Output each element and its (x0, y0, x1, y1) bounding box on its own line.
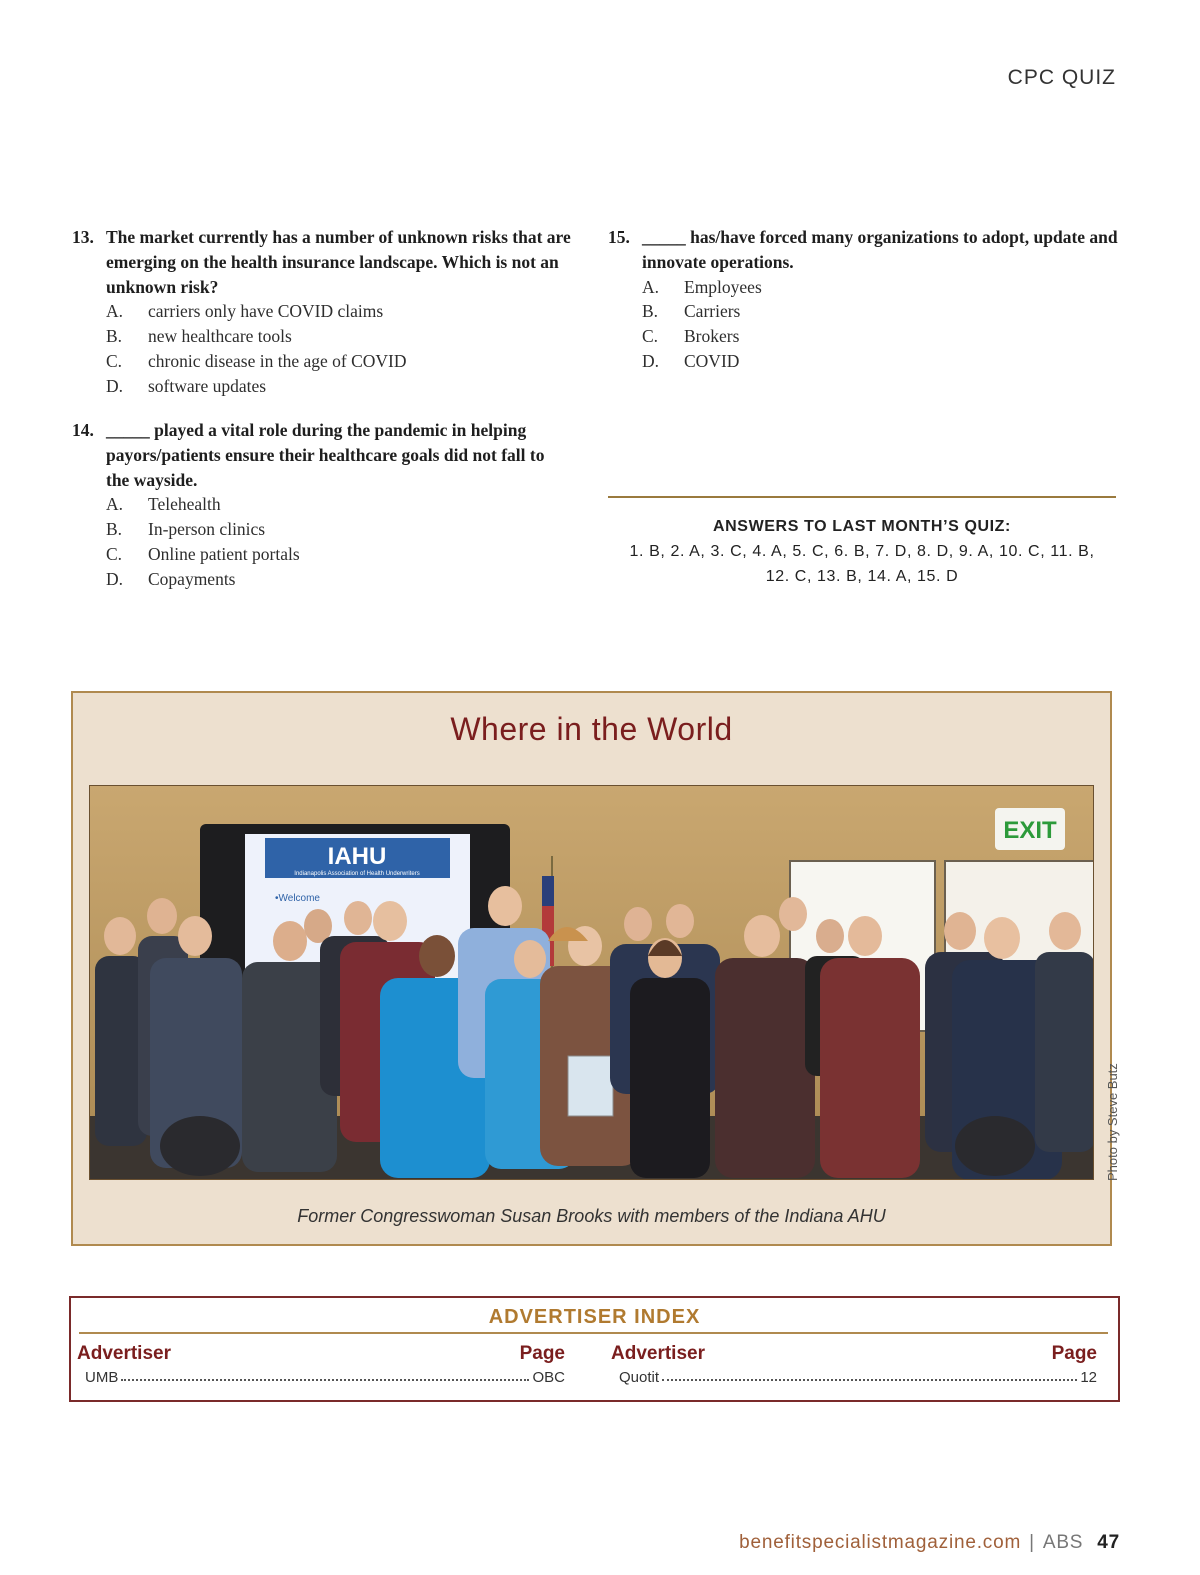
option-text: Online patient portals (148, 543, 300, 564)
answer-option (72, 567, 572, 592)
section-title: CPC QUIZ (1007, 66, 1116, 89)
answers-title: ANSWERS TO LAST MONTH’S QUIZ: (713, 518, 1011, 535)
answer-option (72, 517, 572, 542)
advertiser-page: OBC (532, 1369, 565, 1386)
advertiser-index (69, 1296, 1120, 1402)
answer-option (72, 349, 586, 374)
question-text: The market currently has a number of unknown risks that are emerging on the health insurance landscape. Which is not an unknown risk? (106, 227, 571, 297)
advertiser-entry (611, 1369, 1097, 1386)
option-text: Carriers (684, 301, 741, 322)
option-text: In-person clinics (148, 519, 266, 540)
photo-caption: Former Congresswoman Susan Brooks with members of the Indiana AHU (297, 1206, 886, 1226)
advertiser-column (77, 1343, 565, 1386)
option-text: chronic disease in the age of COVID (148, 350, 407, 371)
answers-box (606, 514, 1118, 589)
page-header: Page (519, 1343, 565, 1364)
option-text: Telehealth (148, 494, 221, 515)
where-in-the-world-panel (71, 691, 1120, 1246)
option-letter: C. (106, 350, 123, 371)
option-letter: C. (106, 543, 123, 564)
quiz-question-13 (72, 225, 586, 399)
option-letter: C. (642, 326, 659, 347)
option-letter: B. (642, 301, 659, 322)
option-letter: A. (106, 494, 124, 515)
answer-option (608, 349, 1120, 374)
quiz-question-14 (72, 418, 572, 592)
option-text: Employees (684, 276, 762, 297)
footer-separator: | (1029, 1532, 1035, 1553)
advertiser-name: UMB (85, 1369, 119, 1386)
quiz-question-15 (608, 225, 1120, 374)
option-letter: A. (106, 301, 124, 322)
question-text: _____ has/have forced many organizations to adopt, update and innovate operations. (642, 227, 1118, 272)
option-letter: B. (106, 326, 123, 347)
exit-sign: EXIT (1003, 817, 1057, 844)
answer-option (72, 324, 586, 349)
page-footer (739, 1532, 1120, 1554)
advertiser-column (611, 1343, 1097, 1386)
option-text: COVID (684, 350, 740, 371)
question-number: 13. (72, 227, 94, 247)
answer-option (72, 299, 586, 324)
answers-line: 1. B, 2. A, 3. C, 4. A, 5. C, 6. B, 7. D, 8. D, 9. A, 10. C, 11. B, (629, 543, 1095, 560)
option-letter: D. (642, 350, 660, 371)
answers-divider (608, 496, 1116, 498)
page-number: 47 (1097, 1532, 1120, 1553)
advertiser-header: Advertiser (77, 1343, 171, 1364)
answer-option (608, 299, 1120, 324)
screen-subtitle: Indianapolis Association of Health Underwriters (294, 871, 420, 877)
option-letter: B. (106, 519, 123, 540)
option-letter: A. (642, 276, 660, 297)
advertiser-name: Quotit (619, 1369, 660, 1386)
answer-option (72, 542, 572, 567)
group-photo (89, 785, 1094, 1180)
answer-option (608, 324, 1120, 349)
advertiser-index-title: ADVERTISER INDEX (488, 1306, 701, 1328)
advertiser-entry (77, 1369, 565, 1386)
option-text: software updates (148, 375, 267, 396)
advertiser-page: 12 (1080, 1369, 1097, 1386)
question-number: 14. (72, 420, 94, 440)
leader-dots (662, 1369, 1077, 1381)
panel-title: Where in the World (450, 711, 733, 747)
answer-option (72, 374, 586, 399)
question-number: 15. (608, 227, 630, 247)
question-text: _____ played a vital role during the pandemic in helping payors/patients ensure their healthcare goals did not fall to the wayside. (106, 420, 545, 490)
screen-logo: IAHU (327, 843, 387, 870)
photo-credit: Photo by Steve Butz (1105, 1063, 1120, 1181)
option-letter: D. (106, 375, 124, 396)
answer-option (72, 492, 572, 517)
advertiser-header: Advertiser (611, 1343, 705, 1364)
option-text: carriers only have COVID claims (148, 301, 384, 322)
footer-site: benefitspecialistmagazine.com (739, 1532, 1022, 1553)
leader-dots (121, 1369, 529, 1381)
screen-bullet: •Welcome (275, 893, 320, 904)
footer-publication: ABS (1042, 1532, 1084, 1553)
page-header: Page (1051, 1343, 1097, 1364)
option-text: Copayments (148, 568, 236, 589)
option-text: new healthcare tools (148, 326, 292, 347)
answer-option (608, 275, 1120, 300)
advertiser-index-rule (79, 1332, 1108, 1334)
answers-line: 12. C, 13. B, 14. A, 15. D (765, 568, 959, 585)
option-text: Brokers (684, 326, 740, 347)
option-letter: D. (106, 568, 124, 589)
